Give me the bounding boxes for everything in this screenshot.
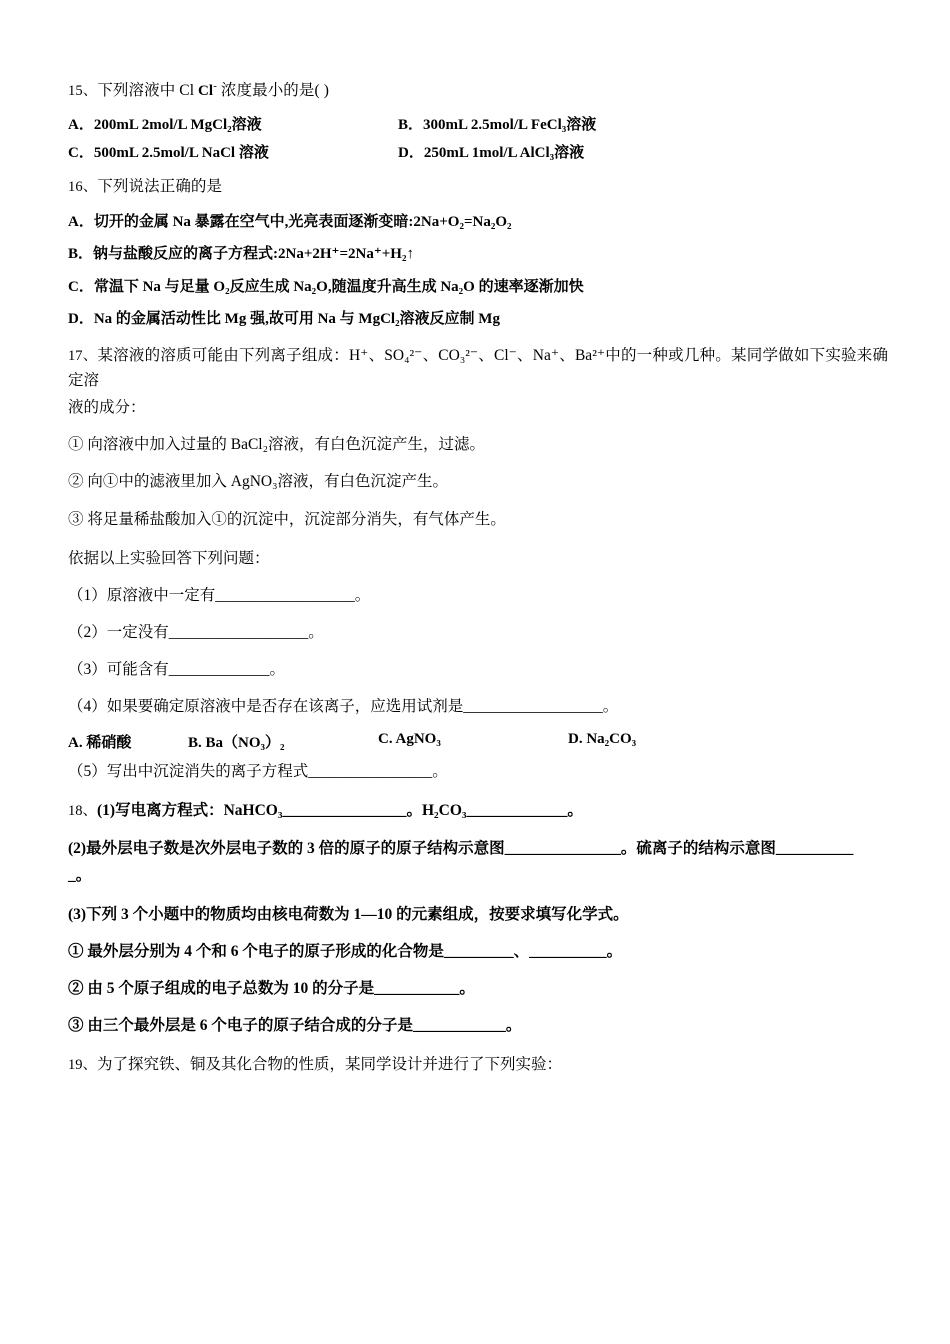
question-17-sub-1[interactable]: （1）原溶液中一定有__________________。 xyxy=(68,586,371,604)
question-16-option-c[interactable]: C．常温下 Na 与足量 O₂反应生成 Na₂O,随温度升高生成 Na₂O 的速率逐渐加快 xyxy=(68,278,584,295)
question-17-stem xyxy=(68,343,888,394)
question-17-number: 17、 xyxy=(68,347,98,364)
question-15-superscript: - xyxy=(213,80,217,92)
question-16-stem-text: 下列说法正确的是 xyxy=(97,177,223,195)
question-15-stem: 15、下列溶液中 Cl Cl- 浓度最小的是( ) xyxy=(68,80,330,100)
question-18-number: 18、 xyxy=(68,803,97,820)
question-17-step-1: ① 向溶液中加入过量的 BaCl₂溶液，有白色沉淀产生，过滤。 xyxy=(68,436,486,454)
question-17-choice-b[interactable]: B. Ba（NO₃）₂ xyxy=(188,735,285,752)
question-16-stem xyxy=(68,175,888,199)
question-15-stem-prefix: 下列溶液中 Cl xyxy=(97,82,195,100)
question-17-choice-c[interactable]: C. AgNO₃ xyxy=(378,731,441,748)
question-16-option-a[interactable]: A．切开的金属 Na 暴露在空气中,光亮表面逐渐变暗:2Na+O₂=Na₂O₂ xyxy=(68,213,512,230)
question-17-step-2: ② 向①中的滤液里加入 AgNO₃溶液，有白色沉淀产生。 xyxy=(68,473,448,491)
question-19-stem-text: 为了探究铁、铜及其化合物的性质，某同学设计并进行了下列实验： xyxy=(97,1056,563,1074)
question-17-lead: 依据以上实验回答下列问题： xyxy=(68,549,270,567)
question-16-option-b[interactable]: B．钠与盐酸反应的离子方程式:2Na+2H⁺=2Na⁺+H₂↑ xyxy=(68,246,414,263)
question-16-option-d[interactable]: D．Na 的金属活动性比 Mg 强,故可用 Na 与 MgCl₂溶液反应制 Mg xyxy=(68,311,500,328)
question-18-part-2-line2: _。 xyxy=(68,866,92,884)
question-19-stem xyxy=(68,1052,888,1077)
question-17-choice-d[interactable]: D. Na₂CO₃ xyxy=(568,731,637,748)
question-17-stem-line2: 液的成分： xyxy=(68,399,146,417)
question-15-option-a[interactable]: A．200mL 2mol/L MgCl₂溶液 xyxy=(68,116,262,133)
question-15-options-row-1 xyxy=(68,113,888,134)
question-18-part-2[interactable]: (2)最外层电子数是次外层电子数的 3 倍的原子的原子结构示意图_______________。硫离子的结构示意图__________ xyxy=(68,839,854,857)
question-17-sub-5[interactable]: （5）写出中沉淀消失的离子方程式________________。 xyxy=(68,763,448,781)
document-content xyxy=(68,78,888,1084)
question-17-choice-a[interactable]: A. 稀硝酸 xyxy=(68,735,132,752)
question-18-part-3: (3)下列 3 个小题中的物质均由核电荷数为 1—10 的元素组成，按要求填写化学式。 xyxy=(68,906,629,924)
question-15-stem-suffix: 浓度最小的是( ) xyxy=(220,82,330,100)
question-17-stem-text: 某溶液的溶质可能由下列离子组成：H⁺、SO₄²⁻、CO₃²⁻、Cl⁻、Na⁺、Ba²⁺中的一种或几种。某同学做如下实验来确定溶 xyxy=(68,346,888,390)
question-18-item-3[interactable]: ③ 由三个最外层是 6 个电子的原子结合成的分子是____________。 xyxy=(68,1017,522,1035)
question-19-number: 19、 xyxy=(68,1057,97,1074)
question-18-item-1[interactable]: ① 最外层分别为 4 个和 6 个电子的原子形成的化合物是_________、__________。 xyxy=(68,943,623,961)
question-16-number: 16、 xyxy=(68,178,98,195)
question-15-options-row-2 xyxy=(68,141,888,162)
question-17-sub-3[interactable]: （3）可能含有_____________。 xyxy=(68,661,286,679)
question-17-sub-2[interactable]: （2）一定没有__________________。 xyxy=(68,623,324,641)
question-18-part-1 xyxy=(68,798,888,823)
question-15-option-b[interactable]: B．300mL 2.5mol/L FeCl₃溶液 xyxy=(398,116,597,133)
question-17-step-3: ③ 将足量稀盐酸加入①的沉淀中，沉淀部分消失，有气体产生。 xyxy=(68,510,506,528)
question-18-item-2[interactable]: ② 由 5 个原子组成的电子总数为 10 的分子是___________。 xyxy=(68,980,475,998)
question-18-part-1-text[interactable]: (1)写电离方程式：NaHCO₃________________。H₂CO₃_____________。 xyxy=(97,802,583,820)
question-17-sub-4[interactable]: （4）如果要确定原溶液中是否存在该离子，应选用试剂是__________________。 xyxy=(68,698,619,716)
question-15-option-c[interactable]: C．500mL 2.5mol/L NaCl 溶液 xyxy=(68,144,269,161)
question-17-choices xyxy=(68,731,888,752)
question-15-number: 15、 xyxy=(68,83,98,100)
question-15-option-d[interactable]: D．250mL 1mol/L AlCl₃溶液 xyxy=(398,144,585,161)
